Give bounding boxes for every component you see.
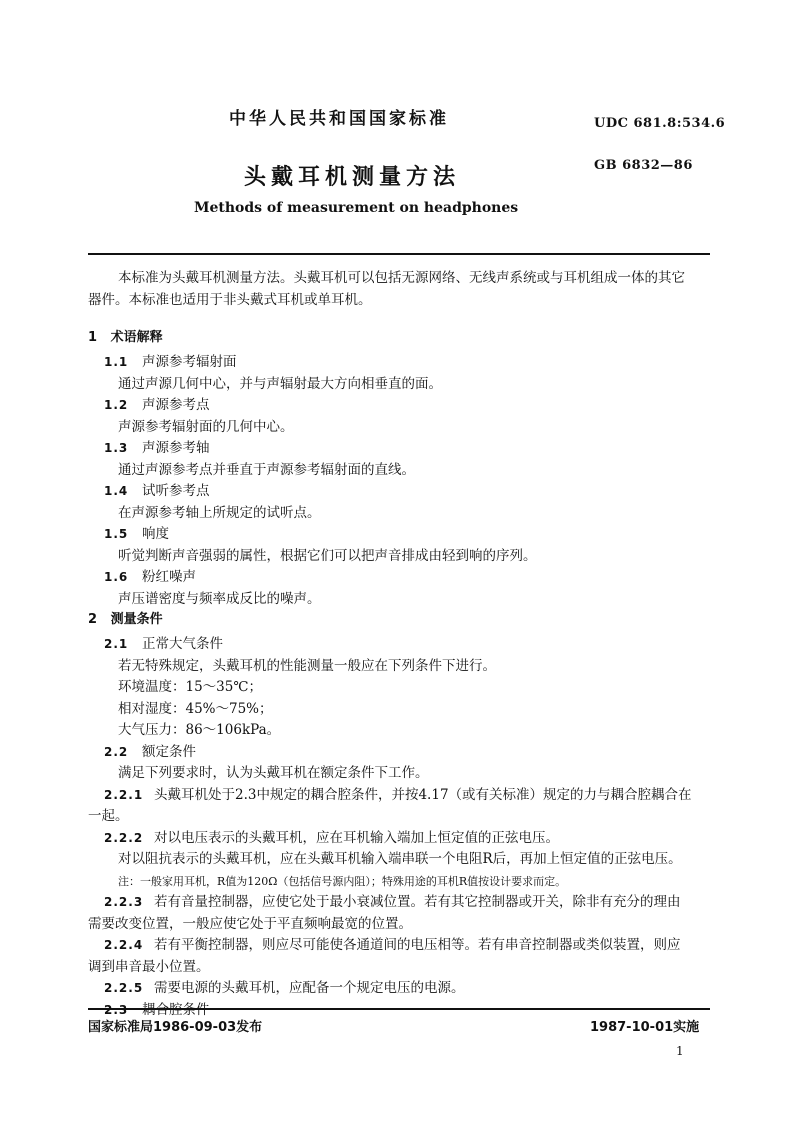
subsection-title: 正常大气条件 bbox=[142, 636, 223, 652]
clause-2-2-3 bbox=[88, 892, 710, 914]
clause-number: 2.2.5 bbox=[104, 981, 144, 995]
clause-2-2-5 bbox=[88, 978, 710, 1000]
clause-number: 2.2.4 bbox=[104, 938, 144, 952]
section-2-heading bbox=[88, 608, 163, 627]
gb-number: GB 6832—86 bbox=[594, 158, 693, 173]
section-number: 1 bbox=[88, 330, 98, 345]
term-name: 试听参考点 bbox=[142, 483, 210, 499]
section-number: 2 bbox=[88, 612, 98, 627]
subsection-heading bbox=[88, 634, 710, 656]
section-title: 术语解释 bbox=[110, 330, 163, 345]
section-2-body bbox=[88, 634, 710, 1021]
document-title-english: Methods of measurement on headphones bbox=[194, 200, 519, 216]
footer-rule bbox=[88, 1008, 710, 1010]
clause-number: 2.2.3 bbox=[104, 895, 144, 909]
term-heading bbox=[104, 481, 704, 503]
intro-line-2: 器件。本标准也适用于非头戴式耳机或单耳机。 bbox=[88, 291, 372, 308]
clause-text: 对以电压表示的头戴耳机，应在耳机输入端加上恒定值的正弦电压。 bbox=[154, 829, 559, 846]
term-name: 声源参考点 bbox=[142, 397, 210, 413]
intro-paragraph bbox=[88, 268, 710, 311]
term-list bbox=[104, 352, 704, 610]
clause-2-2-4 bbox=[88, 935, 710, 957]
page-number: 1 bbox=[676, 1044, 684, 1058]
clause-text: 需要电源的头戴耳机，应配备一个规定电压的电源。 bbox=[154, 980, 465, 996]
clause-number: 2.2.2 bbox=[104, 830, 144, 845]
term-number: 1.5 bbox=[104, 527, 129, 541]
term-name: 声源参考辐射面 bbox=[142, 354, 237, 370]
clause-2-2-1 bbox=[88, 785, 710, 807]
subsection-title: 额定条件 bbox=[142, 743, 196, 760]
section-1-heading bbox=[88, 326, 163, 345]
term-definition: 通过声源参考点并垂直于声源参考辐射面的直线。 bbox=[118, 461, 415, 478]
effective-date: 1987-10-01实施 bbox=[590, 1020, 700, 1035]
clause-number: 2.2.1 bbox=[104, 787, 144, 802]
clause-text: 若有平衡控制器，则应尽可能使各通道间的电压相等。若有串音控制器或类似装置，则应 bbox=[154, 937, 681, 953]
term-name: 声源参考轴 bbox=[142, 440, 210, 456]
term-number: 1.3 bbox=[104, 441, 129, 455]
udc-number: UDC 681.8:534.6 bbox=[594, 116, 726, 131]
subsection-number: 2.1 bbox=[104, 637, 129, 651]
clause-continuation: 需要改变位置，一般应使它处于平直频响最宽的位置。 bbox=[88, 915, 412, 932]
term-definition: 听觉判断声音强弱的属性，根据它们可以把声音排成由轻到响的序列。 bbox=[118, 547, 537, 564]
condition-temperature: 环境温度：15～35℃； bbox=[118, 679, 262, 695]
clause-continuation: 调到串音最小位置。 bbox=[88, 958, 210, 975]
clause-continuation: 一起。 bbox=[88, 808, 129, 824]
clause-continuation: 对以阻抗表示的头戴耳机，应在头戴耳机输入端串联一个电阻R后，再加上恒定值的正弦电压。 bbox=[118, 851, 682, 867]
paragraph-line: 若无特殊规定，头戴耳机的性能测量一般应在下列条件下进行。 bbox=[118, 657, 496, 674]
clause-2-2-2 bbox=[88, 828, 710, 850]
standard-category-title: 中华人民共和国国家标准 bbox=[229, 109, 449, 129]
term-number: 1.2 bbox=[104, 398, 129, 412]
term-number: 1.4 bbox=[104, 484, 129, 498]
term-definition: 声压谱密度与频率成反比的噪声。 bbox=[118, 590, 321, 607]
term-number: 1.1 bbox=[104, 355, 129, 369]
term-heading bbox=[104, 438, 704, 460]
header-rule bbox=[88, 253, 710, 255]
section-title: 测量条件 bbox=[110, 612, 163, 627]
term-number: 1.6 bbox=[104, 570, 129, 584]
document-title: 头戴耳机测量方法 bbox=[244, 165, 461, 190]
term-heading bbox=[104, 395, 704, 417]
term-name: 粉红噪声 bbox=[142, 569, 196, 585]
subsection-number: 2.2 bbox=[104, 744, 129, 759]
term-name: 响度 bbox=[142, 526, 169, 542]
clause-text: 若有音量控制器，应使它处于最小衰减位置。若有其它控制器或开关，除非有充分的理由 bbox=[154, 894, 681, 910]
term-heading bbox=[104, 524, 704, 546]
term-definition: 通过声源几何中心，并与声辐射最大方向相垂直的面。 bbox=[118, 375, 442, 392]
issue-date: 国家标准局1986-09-03发布 bbox=[88, 1020, 263, 1035]
paragraph-line: 满足下列要求时，认为头戴耳机在额定条件下工作。 bbox=[118, 765, 429, 781]
term-heading bbox=[104, 352, 704, 374]
term-definition: 在声源参考轴上所规定的试听点。 bbox=[118, 504, 321, 521]
condition-pressure: 大气压力：86～106kPa。 bbox=[118, 722, 281, 738]
clause-note: 注：一般家用耳机，R值为120Ω（包括信号源内阻）；特殊用途的耳机R值按设计要求而定。 bbox=[118, 874, 567, 888]
subsection-heading bbox=[88, 742, 710, 764]
intro-line-1: 本标准为头戴耳机测量方法。头戴耳机可以包括无源网络、无线声系统或与耳机组成一体的其它 bbox=[118, 270, 685, 286]
term-heading bbox=[104, 567, 704, 589]
condition-humidity: 相对湿度：45%～75%； bbox=[118, 700, 273, 717]
clause-text: 头戴耳机处于2.3中规定的耦合腔条件，并按4.17（或有关标准）规定的力与耦合腔耦合在 bbox=[154, 786, 692, 803]
term-definition: 声源参考辐射面的几何中心。 bbox=[118, 418, 294, 435]
